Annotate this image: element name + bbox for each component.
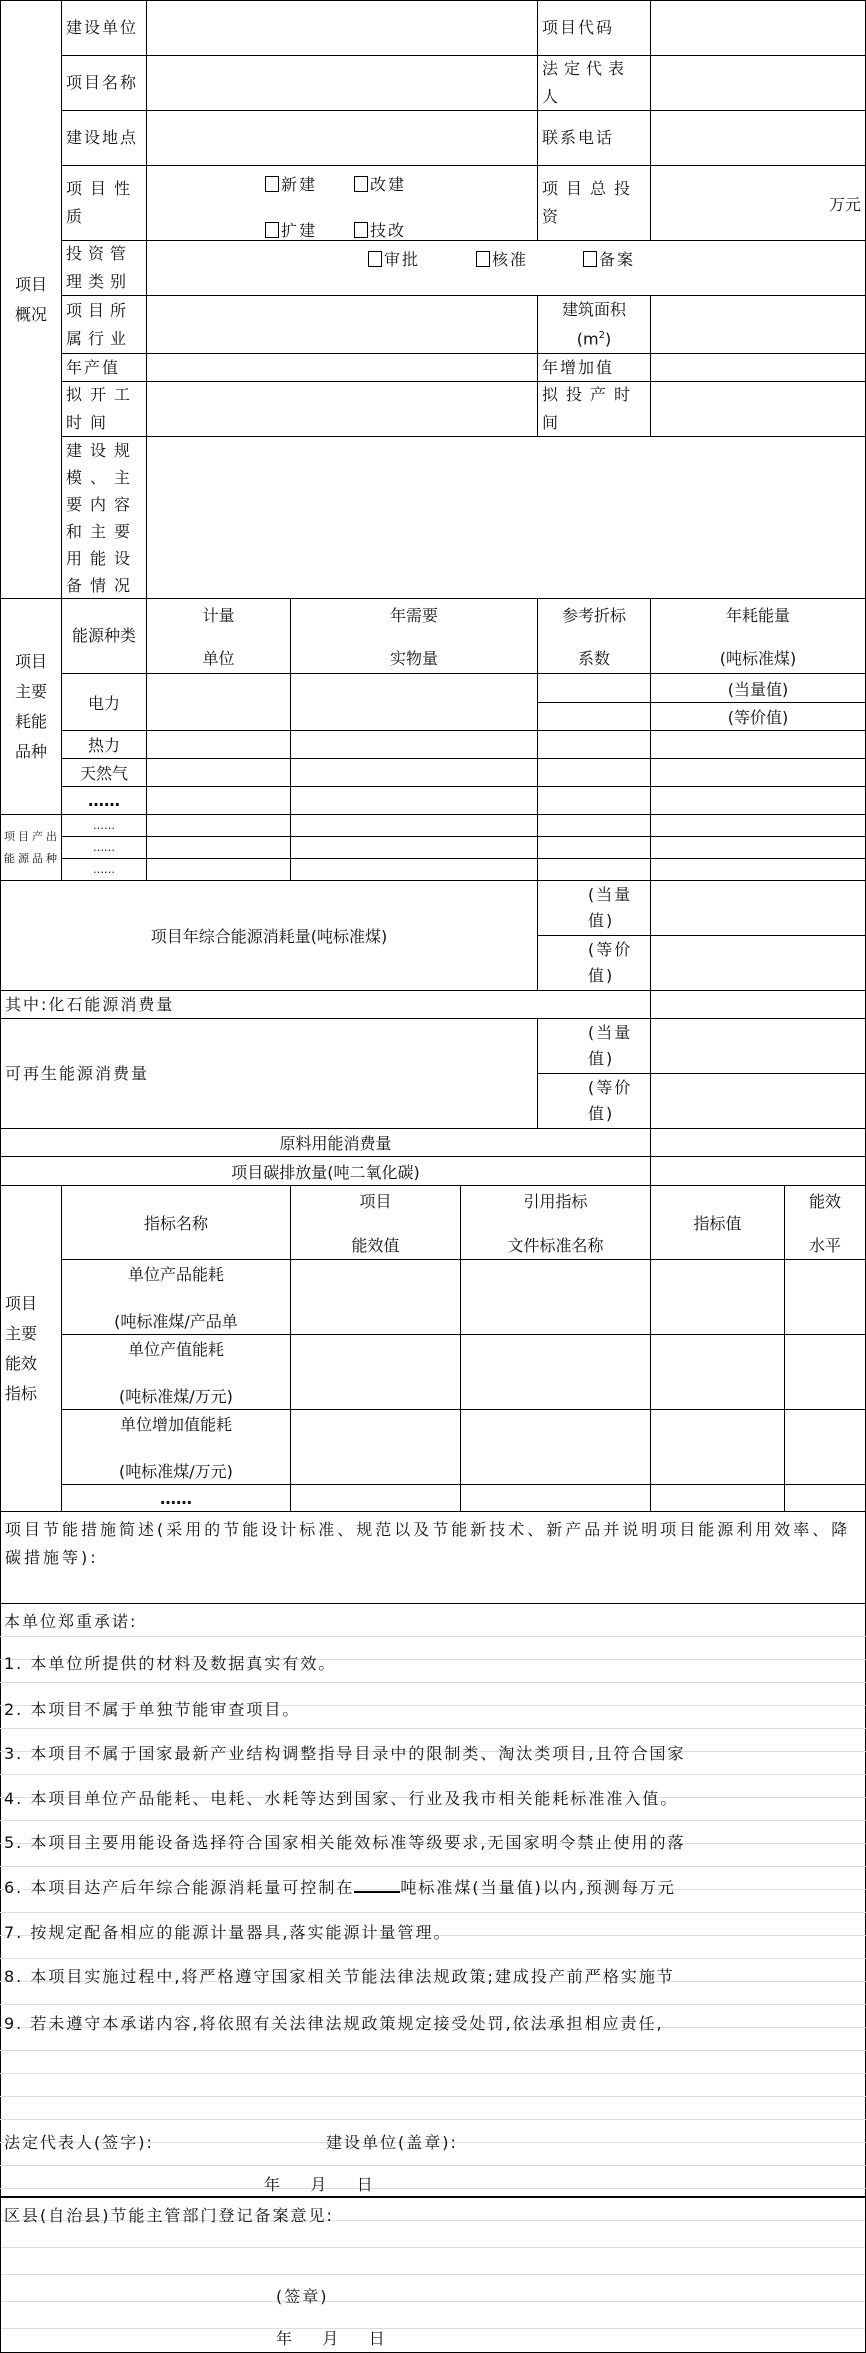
promise-item: 4. 本项目单位产品能耗、电耗、水耗等达到国家、行业及我市相关能耗标准准入值。 bbox=[4, 1789, 679, 1808]
index-name: 单位产值能耗 bbox=[127, 1340, 224, 1359]
row-electricity-label: 电力 bbox=[61, 673, 147, 731]
checkbox-new[interactable]: 新建 bbox=[265, 172, 317, 195]
cell-input[interactable] bbox=[290, 1259, 461, 1335]
index-name-cell bbox=[61, 1334, 291, 1410]
legal-sign-label: 法定代表人(签字): bbox=[4, 2133, 154, 2152]
cell-input[interactable] bbox=[146, 814, 291, 837]
cell-input[interactable] bbox=[650, 1409, 785, 1485]
cell-input[interactable] bbox=[650, 836, 866, 859]
cell-input[interactable] bbox=[460, 1259, 651, 1335]
label-project-name: 项目名称 bbox=[61, 55, 147, 111]
cell-input[interactable] bbox=[290, 1484, 461, 1512]
cell-input[interactable] bbox=[290, 836, 538, 859]
cell-input[interactable] bbox=[290, 1409, 461, 1485]
section-efficiency-label: 项目主要能效指标 bbox=[0, 1185, 62, 1512]
checkbox-tech[interactable]: 技改 bbox=[354, 218, 406, 241]
cell-input[interactable] bbox=[650, 1484, 785, 1512]
total-equal-input[interactable] bbox=[650, 935, 866, 991]
total-equal-label: (等价值) bbox=[537, 935, 651, 991]
gridline bbox=[0, 2119, 866, 2120]
index-name-cell bbox=[61, 1409, 291, 1485]
cell-input[interactable] bbox=[537, 673, 651, 703]
cell-input[interactable] bbox=[537, 730, 651, 759]
cell-input[interactable] bbox=[537, 786, 651, 815]
measures-field[interactable] bbox=[0, 1511, 866, 1604]
carbon-input[interactable] bbox=[650, 1156, 866, 1186]
label-scale: 建设规模、主要内容和主要用能设备情况 bbox=[61, 436, 147, 599]
cell-input[interactable] bbox=[784, 1259, 866, 1335]
header-energy-type: 能源种类 bbox=[61, 598, 147, 674]
row-output-label: …… bbox=[61, 814, 147, 837]
gridline bbox=[0, 1774, 866, 1775]
gridline bbox=[0, 2073, 866, 2074]
carbon-label: 项目碳排放量(吨二氧化碳) bbox=[0, 1156, 651, 1186]
header-efficiency-value: 项目 能效值 bbox=[290, 1185, 461, 1260]
input-industry[interactable] bbox=[146, 295, 538, 354]
label-start-time: 拟开工时间 bbox=[61, 381, 147, 437]
gridline bbox=[0, 1958, 866, 1959]
promise-item: 9. 若未遵守本承诺内容,将依照有关法律法规政策规定接受处罚,依法承担相应责任, bbox=[4, 2014, 664, 2033]
label-prod-time: 拟投产时间 bbox=[537, 381, 651, 437]
cell-input[interactable] bbox=[784, 1409, 866, 1485]
row-output-label: …… bbox=[61, 836, 147, 859]
input-legal-rep[interactable] bbox=[650, 55, 866, 111]
cell-input[interactable] bbox=[146, 858, 291, 881]
renewable-equiv-label: (当量值) bbox=[537, 1018, 651, 1074]
promise-item: 2. 本项目不属于单独节能审查项目。 bbox=[4, 1700, 301, 1719]
cell-input[interactable] bbox=[537, 814, 651, 837]
gridline bbox=[0, 1682, 866, 1683]
label-location: 建设地点 bbox=[61, 110, 147, 166]
label-legal-rep: 法定代表人 bbox=[537, 55, 651, 111]
gridline bbox=[0, 2188, 866, 2189]
cell-input[interactable] bbox=[290, 786, 538, 815]
header-qty: 年需要 实物量 bbox=[290, 598, 538, 674]
cell-input[interactable] bbox=[290, 814, 538, 837]
gridline bbox=[0, 1912, 866, 1913]
equal-value-label: (等价值) bbox=[650, 702, 866, 731]
label-added-value: 年增加值 bbox=[537, 353, 651, 382]
index-unit: (吨标准煤/产品单 bbox=[114, 1312, 238, 1331]
cell-input[interactable] bbox=[650, 814, 866, 837]
section-overview-label bbox=[0, 0, 62, 599]
header-consumption: 年耗能量 (吨标准煤) bbox=[650, 598, 866, 674]
promise-item: 1. 本单位所提供的材料及数据真实有效。 bbox=[4, 1654, 337, 1673]
cell-input[interactable] bbox=[290, 1334, 461, 1410]
promise-item: 7. 按规定配备相应的能源计量器具,落实能源计量管理。 bbox=[4, 1923, 452, 1942]
cell-input[interactable] bbox=[146, 786, 291, 815]
approval-title: 区县(自治县)节能主管部门登记备案意见: bbox=[4, 2206, 334, 2225]
cell-input[interactable] bbox=[650, 1334, 785, 1410]
promise-item: 3. 本项目不属于国家最新产业结构调整指导目录中的限制类、淘汰类项目,且符合国家 bbox=[4, 1744, 686, 1763]
label-nature: 项目性质 bbox=[61, 165, 147, 241]
fossil-label: 其中:化石能源消费量 bbox=[0, 990, 651, 1019]
measures-label: 项目节能措施简述(采用的节能设计标准、规范以及节能新技术、新产品并说明项目能源利用效率、降碳措施等): bbox=[5, 1520, 851, 1567]
cell-input[interactable] bbox=[537, 702, 651, 731]
total-consumption-label: 项目年综合能源消耗量(吨标准煤) bbox=[0, 880, 538, 991]
index-name: 单位产品能耗 bbox=[127, 1265, 224, 1284]
label-output-value: 年产值 bbox=[61, 353, 147, 382]
row-heat-label: 热力 bbox=[61, 730, 147, 759]
gridline bbox=[0, 1728, 866, 1729]
input-prod-time[interactable] bbox=[650, 381, 866, 437]
gridline bbox=[0, 2165, 866, 2166]
renewable-equal-input[interactable] bbox=[650, 1073, 866, 1129]
header-level: 能效 水平 bbox=[784, 1185, 866, 1260]
input-project-code[interactable] bbox=[650, 0, 866, 56]
raw-material-input[interactable] bbox=[650, 1128, 866, 1157]
checkbox-rebuild[interactable]: 改建 bbox=[354, 172, 406, 195]
cell-input[interactable] bbox=[146, 836, 291, 859]
input-build-unit[interactable] bbox=[146, 0, 538, 56]
input-scale[interactable] bbox=[146, 436, 866, 599]
checkbox-approve[interactable]: 审批 bbox=[368, 247, 420, 270]
input-area[interactable] bbox=[650, 295, 866, 354]
cell-input[interactable] bbox=[460, 1334, 651, 1410]
total-equiv-label: (当量值) bbox=[537, 880, 651, 936]
header-coef: 参考折标 系数 bbox=[537, 598, 651, 674]
input-total-invest[interactable] bbox=[650, 165, 866, 241]
promise-title: 本单位郑重承诺: bbox=[4, 1612, 138, 1631]
checkbox-verify[interactable]: 核准 bbox=[476, 247, 528, 270]
header-ref-standard: 引用指标 文件标准名称 bbox=[460, 1185, 651, 1260]
total-equiv-input[interactable] bbox=[650, 880, 866, 936]
section-label-text: 项目概况 bbox=[14, 274, 47, 324]
header-index-value: 指标值 bbox=[650, 1185, 785, 1260]
consumption-blank[interactable] bbox=[354, 1877, 400, 1893]
input-location[interactable] bbox=[146, 110, 538, 166]
label-build-unit: 建设单位 bbox=[61, 0, 147, 56]
index-unit: (吨标准煤/万元) bbox=[119, 1387, 233, 1406]
label-area: 建筑面积 $(m^2)$ bbox=[537, 295, 651, 354]
cell-input[interactable] bbox=[650, 758, 866, 787]
label-mgmt-type: 投资管理类别 bbox=[61, 240, 147, 296]
cell-input[interactable] bbox=[460, 1484, 651, 1512]
index-name-cell bbox=[61, 1259, 291, 1335]
promise-item: 6. 本项目达产后年综合能源消耗量可控制在 吨标准煤(当量值)以内,预测每万元 bbox=[4, 1878, 676, 1897]
gridline bbox=[0, 2004, 866, 2005]
unit-seal-label: 建设单位(盖章): bbox=[326, 2133, 458, 2152]
cell-input[interactable] bbox=[784, 1334, 866, 1410]
input-phone[interactable] bbox=[650, 110, 866, 166]
equiv-value-label: (当量值) bbox=[650, 673, 866, 703]
promise-date: 年 月 日 bbox=[264, 2175, 375, 2194]
renewable-label: 可再生能源消费量 bbox=[0, 1018, 538, 1129]
header-unit: 计量 单位 bbox=[146, 598, 291, 674]
header-index-name: 指标名称 bbox=[61, 1185, 291, 1260]
index-name: 单位增加值能耗 bbox=[119, 1415, 232, 1434]
index-name: …… bbox=[160, 1488, 192, 1508]
gridline bbox=[0, 1820, 866, 1821]
input-start-time[interactable] bbox=[146, 381, 538, 437]
cell-input[interactable] bbox=[146, 758, 291, 787]
gridline bbox=[0, 1636, 866, 1637]
cell-input[interactable] bbox=[537, 858, 651, 881]
checkbox-expand[interactable]: 扩建 bbox=[265, 218, 317, 241]
promise-section bbox=[0, 1603, 866, 2198]
promise-item: 8. 本项目实施过程中,将严格遵守国家相关节能法律法规政策;建成投产前严格实施节 bbox=[4, 1967, 675, 1986]
input-project-name[interactable] bbox=[146, 55, 538, 111]
cell-input[interactable] bbox=[650, 858, 866, 881]
invest-unit: 万元 bbox=[828, 194, 861, 214]
cell-input[interactable] bbox=[146, 673, 291, 731]
cell-input[interactable] bbox=[290, 858, 538, 881]
row-more-label: …… bbox=[61, 786, 147, 815]
mgmt-options bbox=[146, 240, 866, 296]
label-industry: 项目所属行业 bbox=[61, 295, 147, 354]
cell-input[interactable] bbox=[146, 730, 291, 759]
checkbox-record[interactable]: 备案 bbox=[583, 247, 635, 270]
cell-input[interactable] bbox=[537, 836, 651, 859]
cell-input[interactable] bbox=[290, 730, 538, 759]
approval-seal: (签章) bbox=[276, 2287, 329, 2306]
row-output-label: …… bbox=[61, 858, 147, 881]
renewable-equal-label: (等价值) bbox=[537, 1073, 651, 1129]
row-gas-label: 天然气 bbox=[61, 758, 147, 787]
cell-input[interactable] bbox=[537, 758, 651, 787]
gridline bbox=[0, 2096, 866, 2097]
nature-options bbox=[146, 165, 538, 241]
cell-input[interactable] bbox=[650, 1259, 785, 1335]
input-added-value[interactable] bbox=[650, 353, 866, 382]
cell-input[interactable] bbox=[650, 730, 866, 759]
gridline bbox=[0, 2050, 866, 2051]
index-name-cell bbox=[61, 1484, 291, 1512]
cell-input[interactable] bbox=[460, 1409, 651, 1485]
section-output-label: 项目产出能源品种 bbox=[0, 814, 62, 881]
fossil-input[interactable] bbox=[650, 990, 866, 1019]
label-total-invest: 项目总投资 bbox=[537, 165, 651, 241]
cell-input[interactable] bbox=[784, 1484, 866, 1512]
cell-input[interactable] bbox=[290, 758, 538, 787]
cell-input[interactable] bbox=[290, 673, 538, 731]
cell-input[interactable] bbox=[650, 786, 866, 815]
label-project-code: 项目代码 bbox=[537, 0, 651, 56]
renewable-equiv-input[interactable] bbox=[650, 1018, 866, 1074]
raw-material-label: 原料用能消费量 bbox=[0, 1128, 651, 1157]
label-phone: 联系电话 bbox=[537, 110, 651, 166]
index-unit: (吨标准煤/万元) bbox=[119, 1462, 233, 1481]
promise-item: 5. 本项目主要用能设备选择符合国家相关能效标准等级要求,无国家明令禁止使用的落 bbox=[4, 1833, 686, 1852]
gridline bbox=[0, 1866, 866, 1867]
approval-date: 年 月 日 bbox=[276, 2329, 387, 2348]
section-energy-label: 项目主要耗能品种 bbox=[0, 598, 62, 815]
input-output-value[interactable] bbox=[146, 353, 538, 382]
